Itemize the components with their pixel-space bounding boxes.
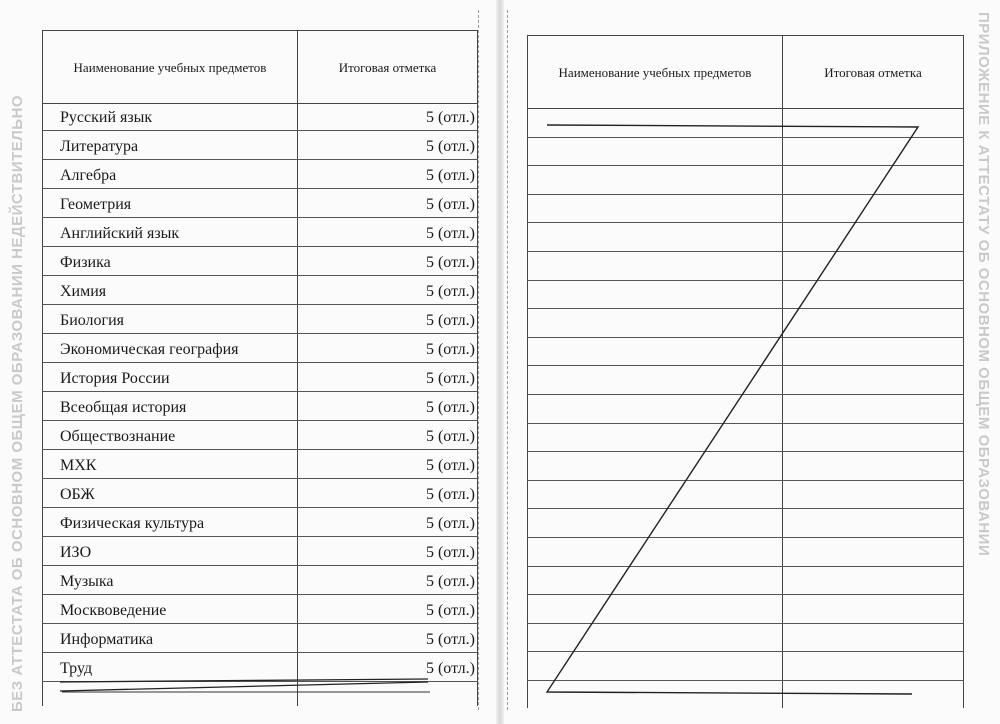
right-watermark-text: ПРИЛОЖЕНИЕ К АТТЕСТАТУ ОБ ОСНОВНОМ ОБЩЕМ ОБРАЗОВАНИИ — [975, 12, 992, 557]
blank-row — [528, 537, 964, 566]
subject-cell — [528, 194, 783, 223]
subject-cell — [528, 652, 783, 681]
subject-cell — [43, 160, 298, 189]
grade-cell — [783, 223, 964, 252]
subject-cell — [43, 363, 298, 392]
book-spine — [496, 0, 504, 724]
table-row — [43, 363, 478, 392]
grade-cell — [298, 624, 478, 653]
grade-cell — [298, 334, 478, 363]
subject-cell — [43, 595, 298, 624]
grade-cell — [298, 305, 478, 334]
subject-cell — [528, 109, 783, 138]
grade-value: 5 (отл.) — [425, 515, 475, 532]
grade-cell — [783, 394, 964, 423]
subject-name: Музыка — [60, 573, 114, 590]
subject-cell — [43, 276, 298, 305]
grade-value: 5 (отл.) — [425, 254, 475, 271]
grade-cell — [783, 537, 964, 566]
grade-cell — [783, 194, 964, 223]
table-row-empty — [43, 682, 478, 707]
subject-name: Биология — [60, 312, 125, 329]
subject-cell — [43, 218, 298, 247]
table-row — [43, 653, 478, 682]
blank-row — [528, 337, 964, 366]
table-row — [43, 508, 478, 537]
subject-name: История России — [60, 370, 170, 387]
grade-value: 5 (отл.) — [425, 544, 475, 561]
left-watermark-strip — [0, 0, 34, 724]
grade-column-header: Итоговая отметка — [298, 31, 478, 104]
subject-name: Всеобщая история — [60, 399, 187, 416]
table-row — [43, 537, 478, 566]
subject-cell — [43, 624, 298, 653]
grade-cell — [783, 251, 964, 280]
table-row — [43, 218, 478, 247]
blank-row — [528, 223, 964, 252]
subject-cell — [43, 334, 298, 363]
right-watermark-strip — [966, 0, 1000, 724]
subject-cell — [528, 623, 783, 652]
grade-cell — [298, 537, 478, 566]
subject-cell — [43, 479, 298, 508]
grade-cell — [783, 109, 964, 138]
subject-cell — [43, 508, 298, 537]
grade-cell — [783, 680, 964, 708]
grade-cell — [783, 137, 964, 166]
subject-name: Физическая культура — [60, 515, 205, 532]
subject-column-header: Наименование учебных предметов — [43, 31, 298, 104]
blank-row — [528, 366, 964, 395]
grade-cell — [783, 166, 964, 195]
subject-name: Физика — [60, 254, 111, 271]
grade-cell — [298, 595, 478, 624]
grade-cell — [783, 452, 964, 481]
blank-row — [528, 423, 964, 452]
perforation-left — [478, 10, 479, 710]
grade-cell — [298, 131, 478, 160]
subject-name: Труд — [60, 660, 93, 677]
grade-cell — [298, 682, 478, 707]
blank-row — [528, 394, 964, 423]
blank-row — [528, 595, 964, 624]
grade-value: 5 (отл.) — [425, 399, 475, 416]
table-row — [43, 595, 478, 624]
grade-cell — [298, 566, 478, 595]
grade-value: 5 (отл.) — [425, 457, 475, 474]
grade-value: 5 (отл.) — [425, 486, 475, 503]
grade-cell — [783, 480, 964, 509]
table-row — [43, 131, 478, 160]
table-row — [43, 189, 478, 218]
subject-cell — [528, 251, 783, 280]
table-row — [43, 566, 478, 595]
table-row — [43, 104, 478, 131]
subject-cell — [528, 223, 783, 252]
grade-cell — [298, 421, 478, 450]
subject-cell — [528, 137, 783, 166]
blank-row — [528, 280, 964, 309]
subject-cell — [528, 452, 783, 481]
subject-column-header: Наименование учебных предметов — [528, 36, 783, 109]
grade-value: 5 (отл.) — [425, 283, 475, 300]
grade-cell — [298, 218, 478, 247]
grade-value: 5 (отл.) — [425, 167, 475, 184]
subject-cell — [528, 595, 783, 624]
grade-cell — [298, 189, 478, 218]
table-row — [43, 479, 478, 508]
subject-name: Химия — [60, 283, 107, 300]
grade-value: 5 (отл.) — [425, 312, 475, 329]
blank-row — [528, 166, 964, 195]
subject-cell — [43, 131, 298, 160]
blank-row — [528, 623, 964, 652]
subject-cell — [43, 305, 298, 334]
grade-value: 5 (отл.) — [425, 573, 475, 590]
blank-row — [528, 194, 964, 223]
table-row — [43, 450, 478, 479]
grade-cell — [298, 160, 478, 189]
grade-value: 5 (отл.) — [425, 428, 475, 445]
blank-table-body — [528, 109, 964, 709]
grade-cell — [783, 652, 964, 681]
grade-cell — [298, 363, 478, 392]
grade-cell — [783, 423, 964, 452]
grade-cell — [298, 104, 478, 131]
subject-cell — [43, 189, 298, 218]
grade-cell — [783, 280, 964, 309]
grade-cell — [298, 276, 478, 305]
subject-cell — [528, 394, 783, 423]
subject-name: Обществознание — [60, 428, 176, 445]
subject-name: МХК — [60, 457, 97, 474]
subject-cell — [528, 166, 783, 195]
subject-cell — [528, 566, 783, 595]
blank-row — [528, 251, 964, 280]
subject-cell — [528, 680, 783, 708]
subject-cell — [43, 392, 298, 421]
perforation-right — [507, 10, 508, 710]
grade-cell — [783, 595, 964, 624]
grade-column-header: Итоговая отметка — [783, 36, 964, 109]
grade-cell — [783, 337, 964, 366]
subject-cell — [528, 309, 783, 338]
subject-cell — [43, 104, 298, 131]
table-row — [43, 247, 478, 276]
subject-cell — [43, 450, 298, 479]
left-watermark-text: БЕЗ АТТЕСТАТА ОБ ОСНОВНОМ ОБЩЕМ ОБРАЗОВАНИИ НЕДЕЙСТВИТЕЛЬНО — [9, 94, 26, 712]
subject-cell — [528, 280, 783, 309]
blank-row — [528, 452, 964, 481]
subject-cell — [43, 537, 298, 566]
blank-row — [528, 109, 964, 138]
grade-value: 5 (отл.) — [425, 341, 475, 358]
grade-value: 5 (отл.) — [425, 631, 475, 648]
grades-table-body — [43, 104, 478, 707]
grade-cell — [783, 366, 964, 395]
subject-name: ОБЖ — [60, 486, 95, 503]
grade-cell — [783, 623, 964, 652]
table-row — [43, 160, 478, 189]
subject-name: Алгебра — [60, 167, 117, 184]
subject-cell — [43, 421, 298, 450]
blank-row — [528, 137, 964, 166]
grade-cell — [298, 508, 478, 537]
grades-table-right — [527, 35, 964, 708]
grades-table-left — [42, 30, 478, 706]
subject-name: Литература — [60, 138, 139, 155]
subject-name: Экономическая география — [60, 341, 239, 358]
blank-row — [528, 566, 964, 595]
grade-cell — [783, 566, 964, 595]
grade-value: 5 (отл.) — [425, 660, 475, 677]
subject-cell — [528, 423, 783, 452]
blank-row — [528, 309, 964, 338]
subject-cell — [528, 480, 783, 509]
grade-value: 5 (отл.) — [425, 109, 475, 126]
table-row — [43, 334, 478, 363]
subject-name: Информатика — [60, 631, 154, 648]
grade-value: 5 (отл.) — [425, 370, 475, 387]
subject-cell — [528, 537, 783, 566]
blank-row — [528, 680, 964, 708]
subject-cell — [528, 509, 783, 538]
table-header-row — [43, 31, 478, 104]
subject-name: Москвоведение — [60, 602, 167, 619]
table-header-row — [528, 36, 964, 109]
grade-cell — [298, 247, 478, 276]
grade-cell — [298, 653, 478, 682]
subject-cell — [528, 366, 783, 395]
subject-name: Геометрия — [60, 196, 132, 213]
table-row — [43, 421, 478, 450]
grade-value: 5 (отл.) — [425, 138, 475, 155]
subject-cell — [43, 682, 298, 707]
subject-name: Русский язык — [60, 109, 153, 126]
grade-value: 5 (отл.) — [425, 196, 475, 213]
subject-name: Английский язык — [60, 225, 180, 242]
grade-value: 5 (отл.) — [425, 225, 475, 242]
blank-row — [528, 509, 964, 538]
subject-cell — [43, 653, 298, 682]
grade-value: 5 (отл.) — [425, 602, 475, 619]
grade-cell — [783, 309, 964, 338]
subject-cell — [43, 566, 298, 595]
table-row — [43, 305, 478, 334]
table-row — [43, 624, 478, 653]
grade-cell — [783, 509, 964, 538]
blank-row — [528, 480, 964, 509]
subject-cell — [528, 337, 783, 366]
subject-cell — [43, 247, 298, 276]
table-row — [43, 276, 478, 305]
subject-name: ИЗО — [60, 544, 92, 561]
grade-cell — [298, 450, 478, 479]
blank-row — [528, 652, 964, 681]
grade-cell — [298, 392, 478, 421]
grade-cell — [298, 479, 478, 508]
table-row — [43, 392, 478, 421]
